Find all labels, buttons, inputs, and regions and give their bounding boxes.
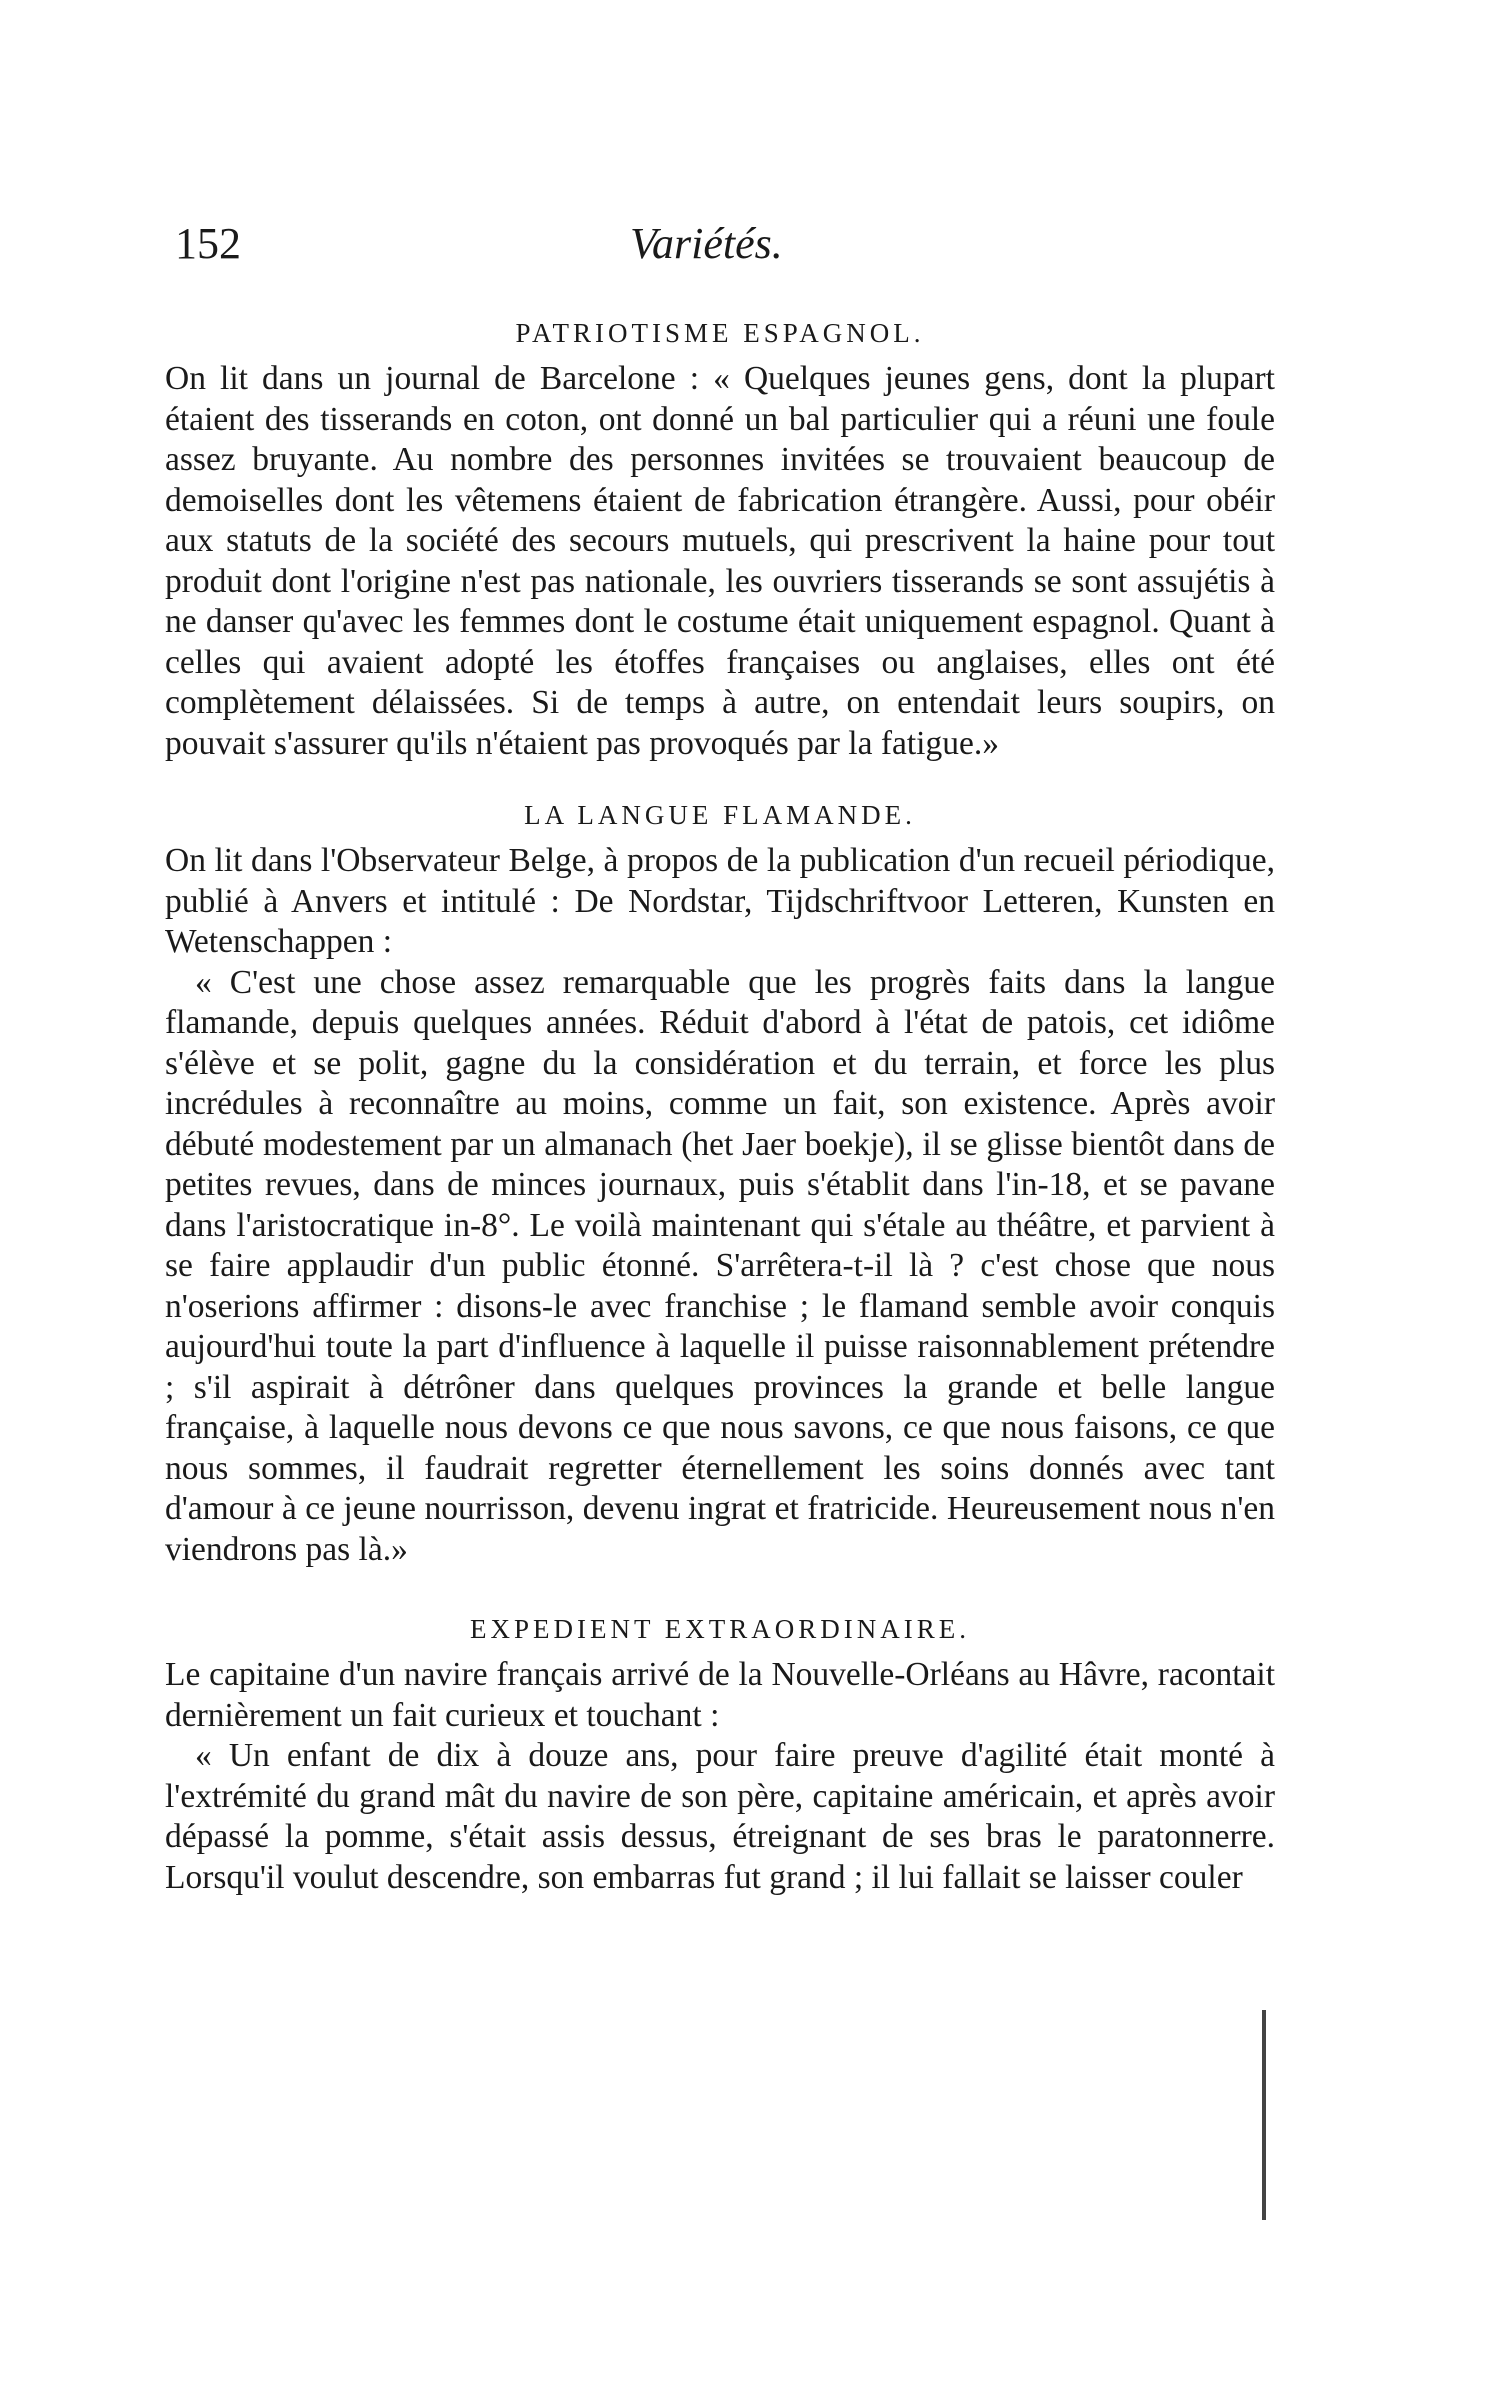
paragraph: « Un enfant de dix à douze ans, pour faire preuve d'agilité était monté à l'extrémité du grand mât du navire de son père, capitaine américain, et après avoir dépassé la pomme, s'était assis dessus, étreignant de ses bras le paratonnerre. Lorsqu'il voulut descendre, son embarras fut grand ; il lui fallait se laisser couler [165, 1737, 1275, 1896]
section-title-patriotisme: PATRIOTISME ESPAGNOL. [515, 318, 925, 348]
section-title-expedient: EXPEDIENT EXTRAORDINAIRE. [470, 1614, 970, 1644]
running-title: Variétés. [630, 219, 783, 268]
paragraph: « C'est une chose assez remarquable que les progrès faits dans la langue flamande, depuis quelques années. Réduit d'abord à l'état de patois, cet idiôme s'élève et se polit, gagne du la considération et du terrain, et force les plus incrédules à reconnaître au moins, comme un fait, son existence. Après avoir débuté modestement par un almanach (het Jaer boekje), il se glisse bientôt dans de petites revues, dans de minces journaux, puis s'établit dans l'in-18, et se pavane dans l'aristocratique in-8°. Le voilà maintenant qui s'étale au théâtre, et parvient à se faire applaudir d'un public étonné. S'arrêtera-t-il là ? c'est chose que nous n'oserions affirmer : disons-le avec franchise ; le flamand semble avoir conquis aujourd'hui toute la part d'influence à laquelle il puisse raisonnablement prétendre ; s'il aspirait à détrôner dans quelques provinces la grande et belle langue française, à laquelle nous devons ce que nous savons, ce que nous faisons, ce que nous sommes, il faudrait regretter éternellement les soins donnés avec tant d'amour à ce jeune nourrisson, devenu ingrat et fratricide. Heureusement nous n'en viendrons pas là.» [165, 963, 1275, 1568]
page-header [175, 218, 1275, 288]
margin-rule-mark [1262, 2010, 1266, 2220]
paragraph: On lit dans l'Observateur Belge, à propos de la publication d'un recueil périodique, publié à Anvers et intitulé : De Nordstar, Tijdschriftvoor Letteren, Kunsten en Wetenschappen : [165, 842, 1275, 960]
paragraph: Le capitaine d'un navire français arrivé de la Nouvelle-Orléans au Hâvre, racontait dernièrement un fait curieux et touchant : [165, 1656, 1275, 1734]
page-body [165, 318, 1275, 1898]
section-title-langue-flamande: LA LANGUE FLAMANDE. [524, 800, 916, 830]
paragraph: On lit dans un journal de Barcelone : « Quelques jeunes gens, dont la plupart étaient des tisserands en coton, ont donné un bal particulier qui a réuni une foule assez bruyante. Au nombre des personnes invitées se trouvaient beaucoup de demoiselles dont les vêtemens étaient de fabrication étrangère. Aussi, pour obéir aux statuts de la société des secours mutuels, qui prescrivent la haine pour tout produit dont l'origine n'est pas nationale, les ouvriers tisserands se sont assujétis à ne danser qu'avec les femmes dont le costume était uniquement espagnol. Quant à celles qui avaient adopté les étoffes françaises ou anglaises, elles ont été complètement délaissées. Si de temps à autre, on entendait leurs soupirs, on pouvait s'assurer qu'ils n'étaient pas provoqués par la fatigue.» [165, 360, 1275, 762]
page-number: 152 [175, 219, 241, 268]
